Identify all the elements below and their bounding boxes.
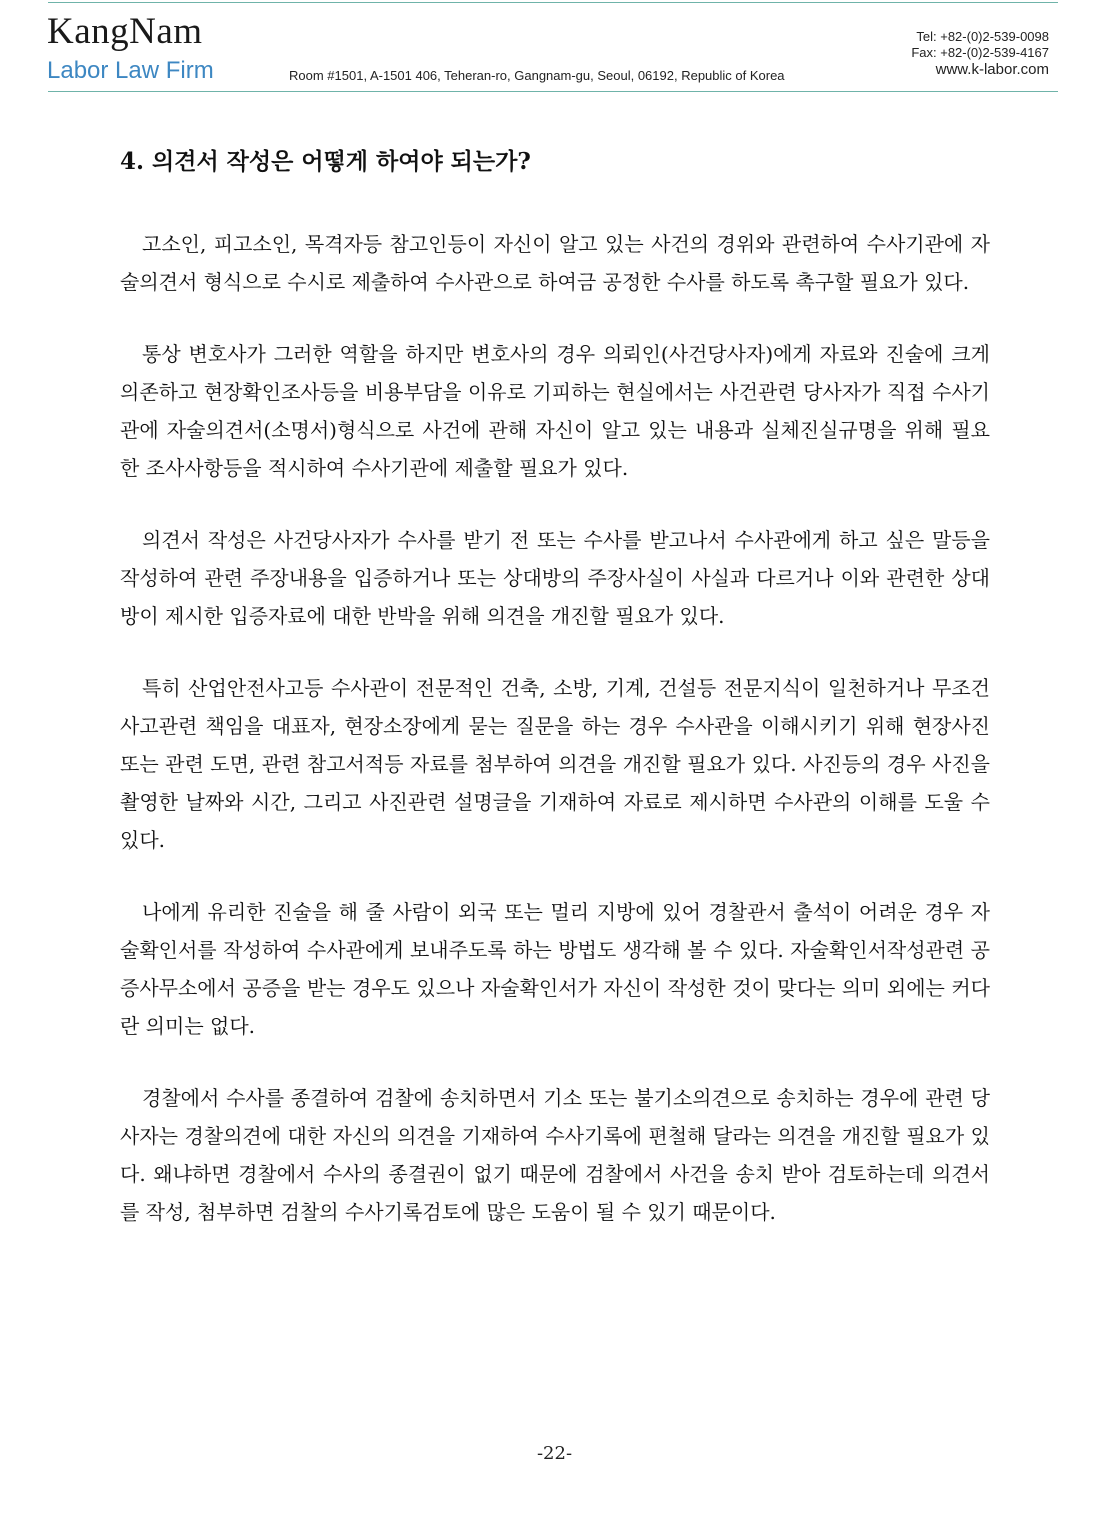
paragraph: 통상 변호사가 그러한 역할을 하지만 변호사의 경우 의뢰인(사건당사자)에게 자료와 진술에 크게 의존하고 현장확인조사등을 비용부담을 이유로 기피하는 현실에서는 사건관련 당사자가 직접 수사기관에 자술의견서(소명서)형식으로 사건에 관해 자신이 알고 있는 내용과 실체진실규명을 위해 필요한 조사사항등을 적시하여 수사기관에 제출할 필요가 있다. (120, 342, 990, 480)
paragraph: 나에게 유리한 진술을 해 줄 사람이 외국 또는 멀리 지방에 있어 경찰관서 출석이 어려운 경우 자술확인서를 작성하여 수사관에게 보내주도록 하는 방법도 생각해 볼 수 있다. 자술확인서작성관련 공증사무소에서 공증을 받는 경우도 있으나 자술확인서가 자신이 작성한 것이 맞다는 의미 외에는 커다란 의미는 없다. (120, 900, 990, 1038)
firm-name: KangNam (47, 11, 203, 52)
website-link[interactable]: www.k-labor.com (935, 61, 1049, 78)
paragraph: 고소인, 피고소인, 목격자등 참고인등이 자신이 알고 있는 사건의 경위와 관련하여 수사기관에 자술의견서 형식으로 수시로 제출하여 수사관으로 하여금 공정한 수사를 하도록 촉구할 필요가 있다. (120, 232, 990, 294)
letterhead (0, 0, 1109, 100)
fax-number: Fax: +82-(0)2-539-4167 (911, 45, 1049, 60)
header-top-rule (48, 2, 1058, 3)
tel-number: Tel: +82-(0)2-539-0098 (916, 29, 1049, 44)
firm-subtitle: Labor Law Firm (47, 57, 214, 84)
paragraph: 경찰에서 수사를 종결하여 검찰에 송치하면서 기소 또는 불기소의견으로 송치하는 경우에 관련 당사자는 경찰의견에 대한 자신의 의견을 기재하여 수사기록에 편철해 달라는 의견을 개진할 필요가 있다. 왜냐하면 경찰에서 수사의 종결권이 없기 때문에 검찰에서 사건을 송치 받아 검토하는데 의견서를 작성, 첨부하면 검찰의 수사기록검토에 많은 도움이 될 수 있기 때문이다. (120, 1086, 990, 1224)
paragraph: 특히 산업안전사고등 수사관이 전문적인 건축, 소방, 기계, 건설등 전문지식이 일천하거나 무조건 사고관련 책임을 대표자, 현장소장에게 묻는 질문을 하는 경우 수사관을 이해시키기 위해 현장사진 또는 관련 도면, 관련 참고서적등 자료를 첨부하여 의견을 개진할 필요가 있다. 사진등의 경우 사진을 촬영한 날짜와 시간, 그리고 사진관련 설명글을 기재하여 자료로 제시하면 수사관의 이해를 도울 수 있다. (120, 676, 990, 852)
firm-address: Room #1501, A-1501 406, Teheran-ro, Gangnam-gu, Seoul, 06192, Republic of Korea (289, 68, 785, 83)
contact-block (911, 29, 1049, 79)
paragraph: 의견서 작성은 사건당사자가 수사를 받기 전 또는 수사를 받고나서 수사관에게 하고 싶은 말등을 작성하여 관련 주장내용을 입증하거나 또는 상대방의 주장사실이 사실과 다르거나 이와 관련한 상대방이 제시한 입증자료에 대한 반박을 위해 의견을 개진할 필요가 있다. (120, 528, 990, 628)
page-number: -22- (536, 1443, 573, 1464)
section-heading: 4. 의견서 작성은 어떻게 하여야 되는가? (120, 148, 531, 175)
document-body (120, 145, 990, 1265)
header-bottom-rule (48, 91, 1058, 92)
